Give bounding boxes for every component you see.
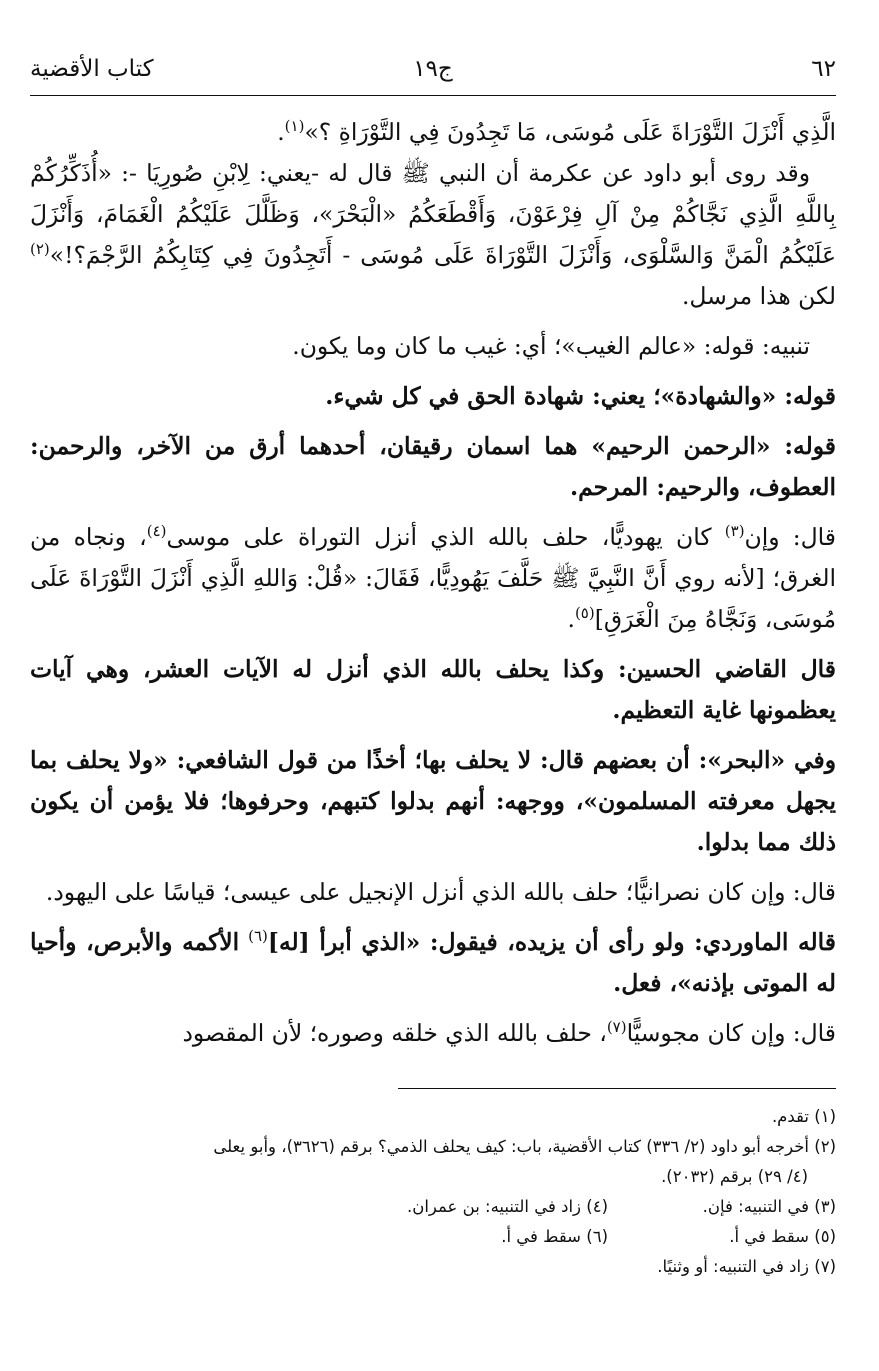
- paragraph: تنبيه: قوله: «عالم الغيب»؛ أي: غيب ما كان وما يكون.: [292, 332, 810, 360]
- main-text: [30, 112, 836, 1054]
- footnote-5: (٥) سقط في أ.: [729, 1227, 836, 1246]
- paragraph: قال: وإن$^{(٣)}$ كان يهوديًّا، حلف بالله الذي أنزل التوراة على موسى$^{(٤)}$، ونجاه من الغرق؛ [لأنه روي أَنَّ النَّبِيَّ ﷺ حَلَّفَ يَهُودِيًّا، فَقَالَ: «قُلْ: وَاللهِ الَّذِي أَنْزَلَ التَّوْرَاةَ عَلَى مُوسَى، وَنَجَّاهُ مِنَ الْغَرَقِ]$^{(٥)}$.: [30, 522, 836, 633]
- volume-label: ج١٩: [413, 56, 453, 82]
- page-number: ٦٢: [811, 56, 836, 82]
- book-title: كتاب الأقضية: [30, 56, 154, 82]
- footnote-2-continued: (٤/ ٢٩) برقم (٢٠٣٢).: [661, 1167, 808, 1186]
- paragraph: وفي «البحر»: أن بعضهم قال: لا يحلف بها؛ أخذًا من قول الشافعي: «ولا يحلف بما يجهل معرفته المسلمون»، ووجهه: أنهم بدلوا كتبهم، وحرفوها؛ فلا يؤمن أن يكون ذلك مما بدلوا.: [30, 746, 836, 856]
- paragraph: قاله الماوردي: ولو رأى أن يزيده، فيقول: «الذي أبرأ [له]$^{(٦)}$ الأكمه والأبرص، وأحيا له الموتى بإذنه»، فعل.: [30, 927, 836, 997]
- footnote-row: [30, 1222, 836, 1252]
- footnote-6: (٦) سقط في أ.: [501, 1227, 608, 1246]
- paragraph: وقد روى أبو داود عن عكرمة أن النبي ﷺ قال له -يعني: لِابْنِ صُورِيَا -: «أُذَكِّرُكُمْ بِاللَّهِ الَّذِي نَجَّاكُمْ مِنْ آلِ فِرْعَوْنَ، وَأَقْطَعَكُمُ «الْبَحْرَ»، وَظَلَّلَ عَلَيْكُمُ الْغَمَامَ، وَأَنْزَلَ عَلَيْكُمُ الْمَنَّ وَالسَّلْوَى، وَأَنْزَلَ التَّوْرَاةَ عَلَى مُوسَى - أَتَجِدُونَ فِي كِتَابِكُمُ الرَّجْمَ؟!»$^{(٢)}$ لكن هذا مرسل.: [30, 159, 836, 310]
- footnote-ref: (١): [284, 117, 305, 136]
- footnote-ref: (٦): [248, 927, 268, 946]
- paragraph: قوله: «والشهادة»؛ يعني: شهادة الحق في كل شيء.: [325, 382, 836, 410]
- footnote-row: [30, 1192, 836, 1222]
- paragraph: قوله: «الرحمن الرحيم» هما اسمان رقيقان، أحدهما أرق من الآخر، والرحمن: العطوف، والرحيم: المرحم.: [30, 432, 836, 501]
- footnote-ref: (٣): [724, 522, 745, 541]
- paragraph: قال القاضي الحسين: وكذا يحلف بالله الذي أنزل له الآيات العشر، وهي آيات يعظمونها غاية التعظيم.: [30, 655, 836, 724]
- footnote-ref: (٢): [30, 240, 50, 259]
- footnotes: [30, 1102, 836, 1282]
- paragraph: قال: وإن كان مجوسيًّا$^{(٧)}$، حلف بالله الذي خلقه وصوره؛ لأن المقصود: [182, 1018, 836, 1047]
- header-rule: [30, 95, 836, 96]
- footnote-7: (٧) زاد في التنبيه: أو وثنيًا.: [657, 1257, 836, 1276]
- footnote-4: (٤) زاد في التنبيه: بن عمران.: [406, 1197, 608, 1216]
- footnote-2: (٢) أخرجه أبو داود (٢/ ٣٣٦) كتاب الأقضية، باب: كيف يحلف الذمي؟ برقم (٣٦٢٦)، وأبو يعلى: [213, 1137, 836, 1156]
- footnote-ref: (٤): [146, 522, 167, 541]
- footnote-ref: (٧): [606, 1018, 627, 1037]
- footnote-1: (١) تقدم.: [771, 1107, 836, 1126]
- footnote-ref: (٥): [574, 604, 595, 623]
- footnote-rule: [398, 1088, 836, 1089]
- paragraph: قال: وإن كان نصرانيًّا؛ حلف بالله الذي أنزل الإنجيل على عيسى؛ قياسًا على اليهود.: [45, 878, 836, 906]
- footnote-3: (٣) في التنبيه: فإن.: [702, 1197, 836, 1216]
- paragraph: الَّذِي أَنْزَلَ التَّوْرَاةَ عَلَى مُوسَى، مَا تَجِدُونَ فِي التَّوْرَاةِ ؟»$^{(١)}$.: [277, 117, 836, 146]
- page-header: [30, 52, 836, 94]
